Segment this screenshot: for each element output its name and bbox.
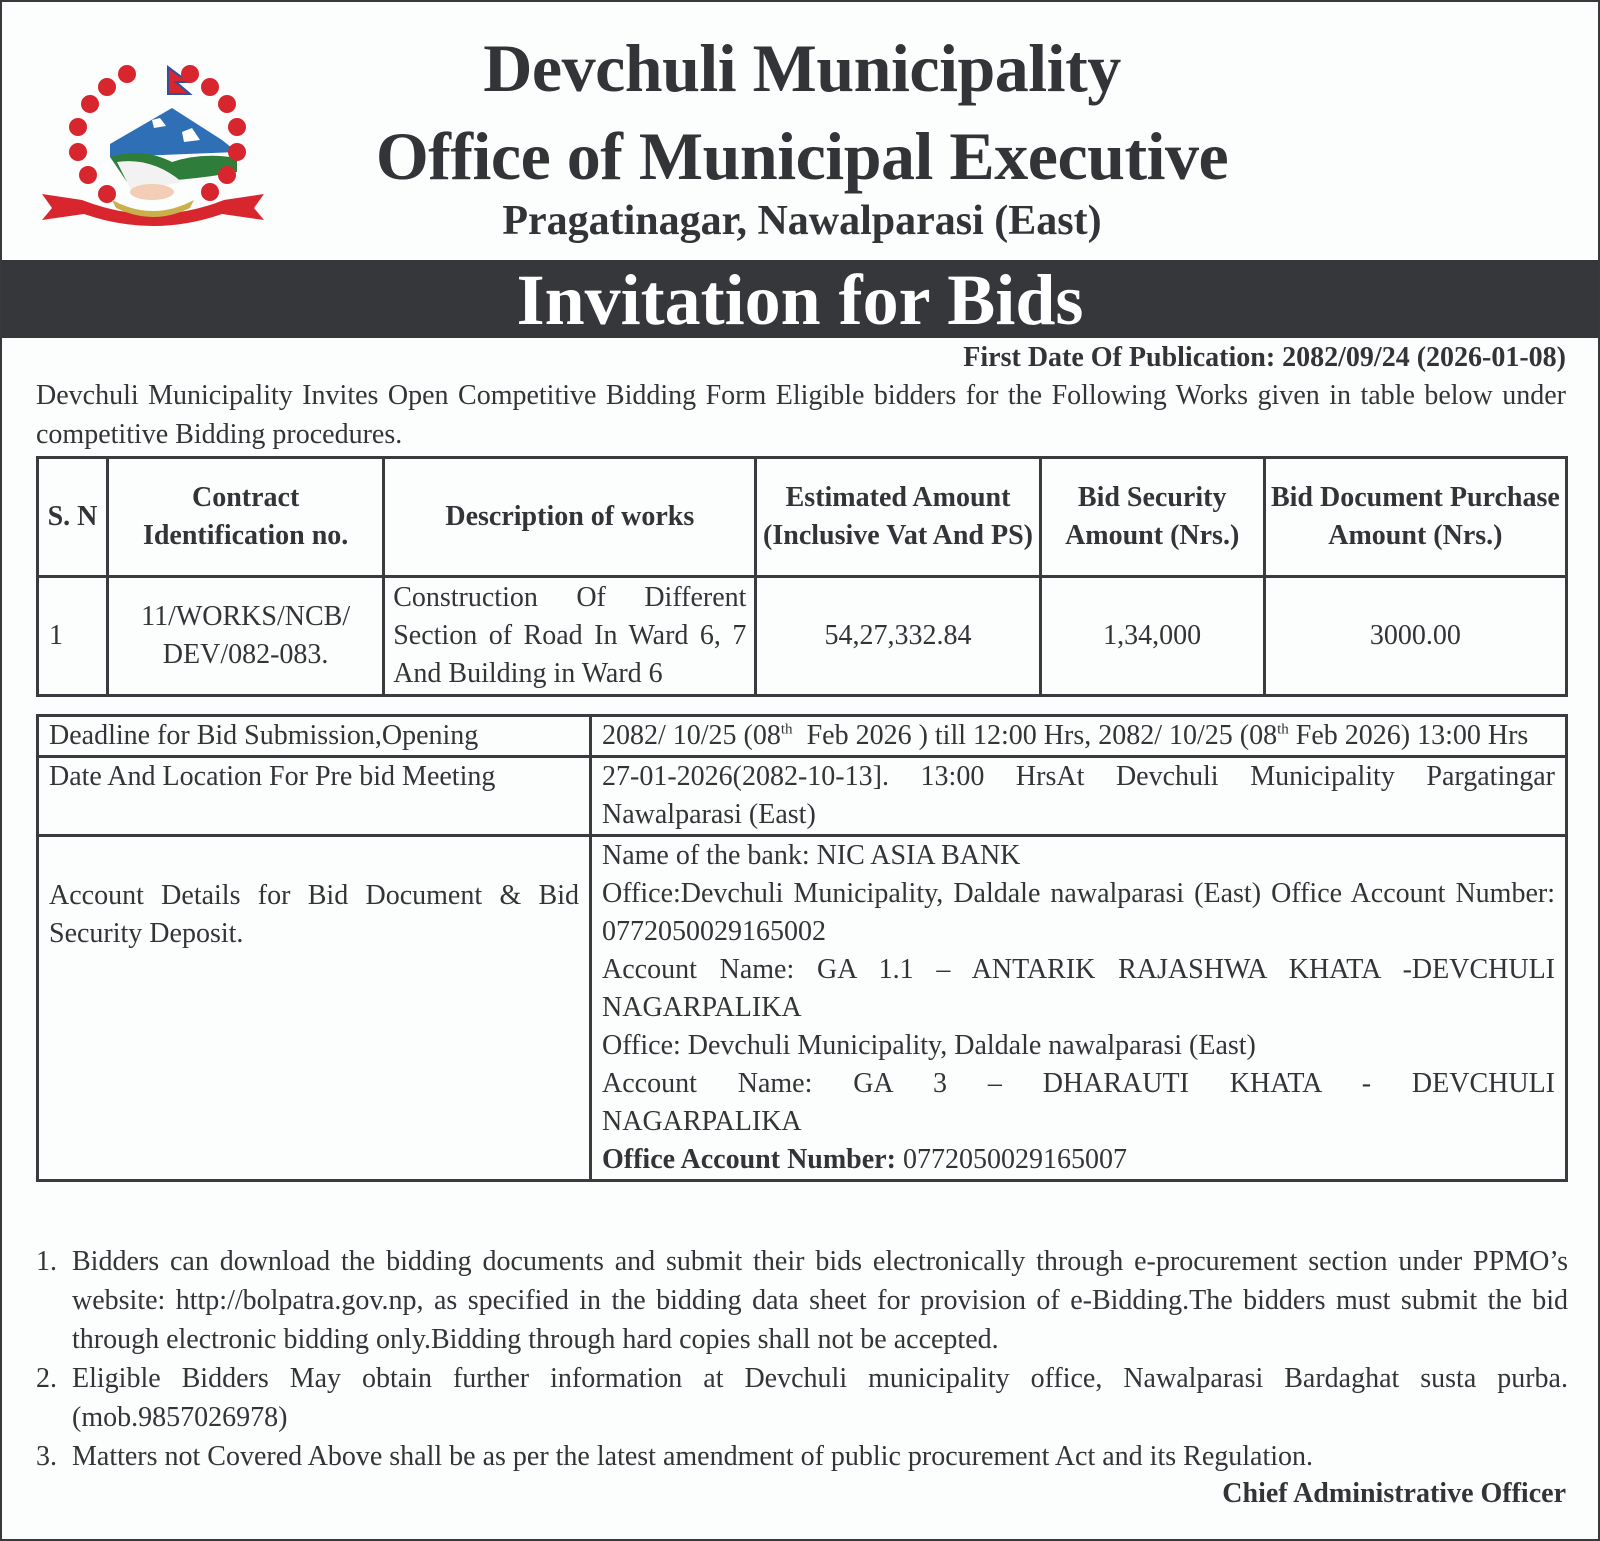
col-header-description: Description of works [384, 458, 756, 577]
prebid-label: Date And Location For Pre bid Meeting [38, 757, 591, 836]
office-address: Pragatinagar, Nawalparasi (East) [502, 198, 1102, 244]
note-number: 3. [36, 1441, 57, 1472]
list-item [36, 1359, 1568, 1437]
deadline-value [591, 716, 1567, 757]
cell-contract-id: 11/WORKS/NCB/ DEV/082-083. [108, 577, 384, 696]
ordinal-suffix: th [780, 721, 793, 738]
account-details [591, 836, 1567, 1181]
works-table [36, 456, 1568, 697]
account-name-1: Account Name: GA 1.1 – ANTARIK RAJASHWA KHATA -DEVCHULI NAGARPALIKA [602, 954, 1555, 1023]
list-item [36, 1437, 1568, 1476]
works-table-header [38, 458, 1567, 577]
signatory-title: Chief Administrative Officer [1222, 1478, 1566, 1509]
note-text: Matters not Covered Above shall be as per the latest amendment of public procurement Act and its Regulation. [72, 1441, 1314, 1472]
office-title: Office of Municipal Executive [375, 118, 1229, 194]
bid-info-table [36, 714, 1568, 1182]
bank-name: Name of the bank: NIC ASIA BANK [602, 840, 1021, 871]
account-label: Account Details for Bid Document & Bid Security Deposit. [38, 836, 591, 1181]
cell-document-fee: 3000.00 [1264, 577, 1566, 696]
table-row [38, 577, 1567, 696]
deadline-text-3: Feb 2026) 13:00 Hrs [1288, 720, 1529, 751]
account-name-2: Account Name: GA 3 – DHARAUTI KHATA - DEVCHULI NAGARPALIKA [602, 1068, 1555, 1137]
col-header-contract-id: Contract Identification no. [108, 458, 384, 577]
ordinal-suffix: th [1277, 721, 1289, 738]
cell-sn: 1 [38, 577, 108, 696]
deadline-text-1: 2082/ 10/25 (08 [602, 720, 781, 751]
prebid-value: 27-01-2026(2082-10-13]. 13:00 HrsAt Devchuli Municipality Pargatingar Nawalparasi (East) [591, 757, 1567, 836]
office-account-1: Office:Devchuli Municipality, Daldale nawalparasi (East) Office Account Number: 0772050029165002 [602, 878, 1555, 947]
account-number-2 [602, 1141, 1555, 1179]
cell-estimated-amount: 54,27,332.84 [756, 577, 1040, 696]
account-number-label: Office Account Number: [602, 1144, 896, 1175]
col-header-document-fee: Bid Document Purchase Amount (Nrs.) [1264, 458, 1566, 577]
publication-date: First Date Of Publication: 2082/09/24 (2026-01-08) [963, 342, 1566, 373]
municipality-title: Devchuli Municipality [483, 30, 1121, 106]
nepal-emblem-icon [32, 32, 274, 232]
notes-list [36, 1242, 1568, 1476]
intro-paragraph: Devchuli Municipality Invites Open Competitive Bidding Form Eligible bidders for the Following Works given in table below under competitive Bidding procedures. [36, 380, 1566, 450]
deadline-text-2: Feb 2026 ) till 12:00 Hrs, 2082/ 10/25 (08 [792, 720, 1278, 751]
notice-banner: Invitation for Bids [2, 260, 1598, 338]
deadline-label: Deadline for Bid Submission,Opening [38, 716, 591, 757]
account-row [38, 836, 1567, 1181]
col-header-bid-security: Bid Security Amount (Nrs.) [1040, 458, 1264, 577]
deadline-row [38, 716, 1567, 757]
col-header-estimated-amount: Estimated Amount (Inclusive Vat And PS) [756, 458, 1040, 577]
office-2: Office: Devchuli Municipality, Daldale nawalparasi (East) [602, 1030, 1256, 1061]
note-number: 2. [36, 1363, 57, 1394]
note-text: Bidders can download the bidding documents and submit their bids electronically through e-procurement section under PPMO’s website: http://bolpatra.gov.np, as specified in the bidding data sheet for provision of e-Bidding.The bidders must submit the bid through electronic bidding only.Bidding through hard copies shall not be accepted. [72, 1246, 1568, 1355]
prebid-row [38, 757, 1567, 836]
col-header-sn: S. N [38, 458, 108, 577]
account-number-value: 0772050029165007 [895, 1144, 1127, 1175]
note-text: Eligible Bidders May obtain further information at Devchuli municipality office, Nawalparasi Bardaghat susta purba.(mob.9857026978) [72, 1363, 1568, 1433]
cell-description: Construction Of Different Section of Road In Ward 6, 7 And Building in Ward 6 [384, 577, 756, 696]
note-number: 1. [36, 1246, 57, 1277]
list-item [36, 1242, 1568, 1359]
cell-bid-security: 1,34,000 [1040, 577, 1264, 696]
